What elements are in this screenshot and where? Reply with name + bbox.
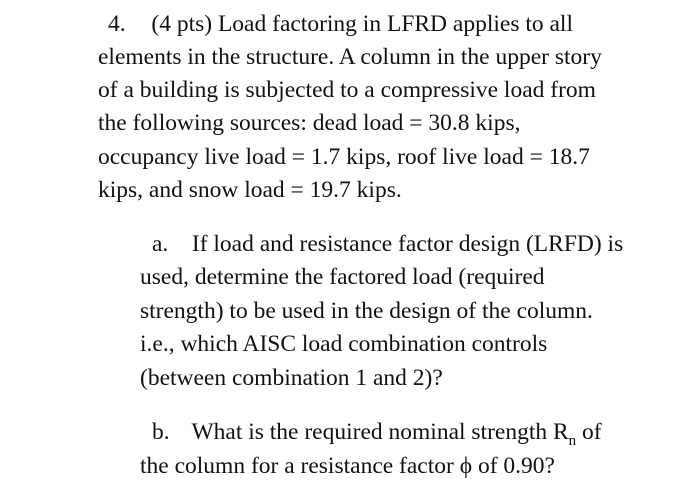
- part-b-line-1: [152, 416, 602, 451]
- question-text-line: occupancy live load = 1.7 kips, roof live load = 18.7: [98, 144, 590, 170]
- part-a-text-line: If load and resistance factor design (LRFD) is: [191, 231, 624, 257]
- part-b-text-pre: What is the required nominal strength R: [191, 419, 569, 445]
- question-text-line: of a building is subjected to a compressive load from: [98, 77, 596, 103]
- part-a-text-line: used, determine the factored load (required: [140, 264, 545, 290]
- question-text-line: elements in the structure. A column in the upper story: [98, 44, 602, 70]
- part-a-label: a.: [152, 231, 169, 257]
- subscript-n: n: [568, 433, 577, 449]
- question-text-line: the following sources: dead load = 30.8 kips,: [98, 110, 521, 136]
- question-text-line: kips, and snow load = 19.7 kips.: [98, 177, 402, 203]
- part-b-label: b.: [152, 419, 170, 445]
- question-line-1: [108, 8, 573, 40]
- part-a-text-line: (between combination 1 and 2)?: [140, 365, 443, 391]
- part-a-text-line: strength) to be used in the design of the column.: [140, 298, 593, 324]
- question-text-line: Load factoring in LFRD applies to all: [217, 11, 573, 37]
- part-a-line-1: [152, 228, 623, 260]
- question-number: 4.: [108, 11, 126, 37]
- part-b-text-line: the column for a resistance factor ϕ of 0.90?: [140, 453, 555, 479]
- question-points: (4 pts): [151, 11, 213, 37]
- part-a-text-line: i.e., which AISC load combination controls: [140, 331, 548, 357]
- part-b-text-post: of: [576, 419, 602, 445]
